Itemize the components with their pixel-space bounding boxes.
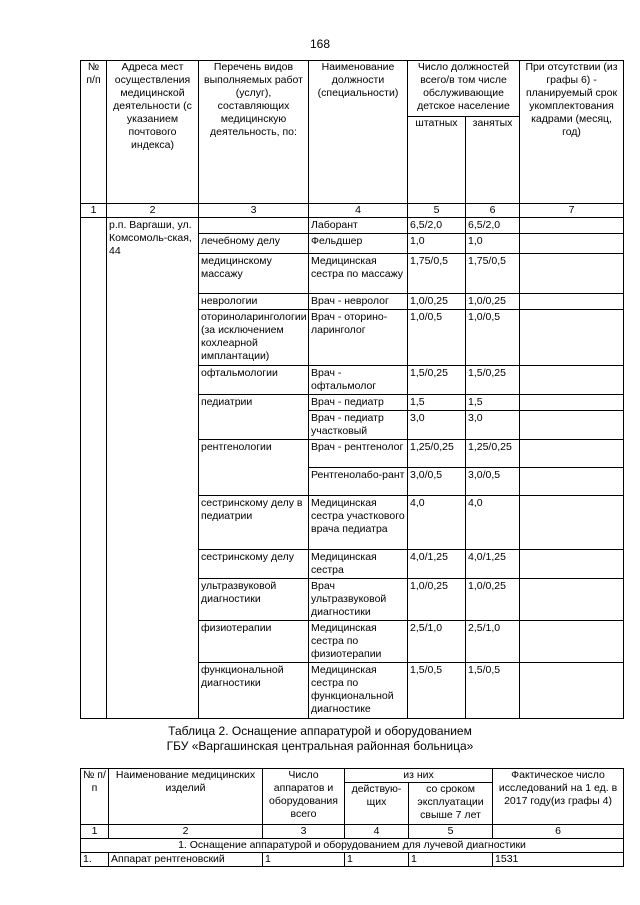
position-cell: Медицинская сестра [309, 550, 408, 579]
position-cell: Врач - невролог [309, 294, 408, 310]
staff-cell: 6,5/2,0 [408, 218, 466, 234]
occupied-cell: 1,0/0,25 [466, 579, 520, 621]
address-cell [81, 218, 107, 719]
position-cell: Врач - офтальмолог [309, 366, 408, 395]
header-name: Наименование медицинских изделий [109, 769, 263, 825]
col-number: 7 [520, 204, 624, 218]
header-plan: При отсутствии (из графы 6) - планируемый срок укомплектования кадрами (месяц, год) [520, 61, 624, 204]
position-cell: Медицинская сестра участкового врача педиатра [309, 496, 408, 550]
position-cell: Фельдшер [309, 234, 408, 254]
staff-cell: 1,0 [408, 234, 466, 254]
plan-cell [520, 366, 624, 395]
occupied-cell: 1,0 [466, 234, 520, 254]
header-address: Адреса мест осуществления медицинской деятельности (с указанием почтового индекса) [107, 61, 199, 204]
occupied-cell: 4,0 [466, 496, 520, 550]
col-number: 2 [107, 204, 199, 218]
service-cell: неврологии [199, 294, 309, 310]
header-occupied: занятых [466, 117, 520, 204]
staff-cell: 1,0/0,25 [408, 579, 466, 621]
col-number: 1 [81, 825, 109, 839]
num-cell: 1. [81, 853, 109, 867]
position-cell: Врач - педиатр [309, 395, 408, 411]
occupied-cell: 1,5 [466, 395, 520, 411]
plan-cell [520, 310, 624, 366]
plan-cell [520, 411, 624, 440]
occupied-cell: 2,5/1,0 [466, 621, 520, 663]
occupied-cell: 1,75/0,5 [466, 254, 520, 294]
address-cell: р.п. Варгаши, ул. Комсомоль-ская, 44 [107, 218, 199, 719]
occupied-cell: 3,0/0,5 [466, 468, 520, 496]
staff-cell: 1,0/0,5 [408, 310, 466, 366]
plan-cell [520, 663, 624, 719]
name-cell: Аппарат рентгеновский [109, 853, 263, 867]
service-cell [199, 218, 309, 234]
header-services: Перечень видов выполняемых работ (услуг), составляющих медицинскую деятельность, по: [199, 61, 309, 204]
plan-cell [520, 579, 624, 621]
col-number: 2 [109, 825, 263, 839]
staff-cell: 1,0/0,25 [408, 294, 466, 310]
plan-cell [520, 621, 624, 663]
staff-cell: 1,5/0,5 [408, 663, 466, 719]
header-of-them: из них [345, 769, 493, 783]
plan-cell [520, 496, 624, 550]
col-number: 5 [408, 204, 466, 218]
staff-cell: 4,0/1,25 [408, 550, 466, 579]
section-title: 1. Оснащение аппаратурой и оборудованием для лучевой диагностики [81, 839, 624, 853]
col-number: 1 [81, 204, 107, 218]
plan-cell [520, 234, 624, 254]
position-cell: Рентгенолабо-рант [309, 468, 408, 496]
header-staff: штатных [408, 117, 466, 204]
occupied-cell: 1,0/0,5 [466, 310, 520, 366]
plan-cell [520, 218, 624, 234]
equipment-table-caption [0, 724, 640, 754]
header-old: со сроком эксплуатации свыше 7 лет [409, 783, 493, 825]
header-actual: Фактическое число исследований на 1 ед. в 2017 году(из графы 4) [493, 769, 624, 825]
plan-cell [520, 550, 624, 579]
col-number: 4 [309, 204, 408, 218]
position-cell: Врач ультразвуковой диагностики [309, 579, 408, 621]
header-count-group: Число должностей всего/в том числе обслуживающие детское население [408, 61, 520, 117]
plan-cell [520, 294, 624, 310]
header-working: действую-щих [345, 783, 409, 825]
old-cell: 1 [409, 853, 493, 867]
col-number: 4 [345, 825, 409, 839]
position-cell: Врач - оторино-ларинголог [309, 310, 408, 366]
service-cell: оториноларингологии (за исключением кохлеарной имплантации) [199, 310, 309, 366]
staff-cell: 1,5 [408, 395, 466, 411]
service-cell: функциональной диагностики [199, 663, 309, 719]
staffing-table [80, 60, 624, 719]
position-cell: Медицинская сестра по физиотерапии [309, 621, 408, 663]
occupied-cell: 1,25/0,25 [466, 440, 520, 468]
occupied-cell: 3,0 [466, 411, 520, 440]
position-cell: Лаборант [309, 218, 408, 234]
service-cell: рентгенологии [199, 440, 309, 496]
occupied-cell: 4,0/1,25 [466, 550, 520, 579]
table-row [81, 218, 624, 234]
position-cell: Медицинская сестра по функциональной диагностике [309, 663, 408, 719]
staff-cell: 1,25/0,25 [408, 440, 466, 468]
service-cell: сестринскому делу [199, 550, 309, 579]
service-cell: сестринскому делу в педиатрии [199, 496, 309, 550]
service-cell: ультразвуковой диагностики [199, 579, 309, 621]
plan-cell [520, 395, 624, 411]
service-cell: педиатрии [199, 395, 309, 440]
actual-cell: 1531 [493, 853, 624, 867]
column-numbers-row [81, 825, 624, 839]
plan-cell [520, 440, 624, 468]
staff-cell: 3,0/0,5 [408, 468, 466, 496]
service-cell: медицинскому массажу [199, 254, 309, 294]
equipment-table [80, 768, 624, 867]
header-total: Число аппаратов и оборудования всего [263, 769, 345, 825]
position-cell: Врач - педиатр участковый [309, 411, 408, 440]
service-cell: офтальмологии [199, 366, 309, 395]
total-cell: 1 [263, 853, 345, 867]
page-number: 168 [309, 37, 331, 51]
header-position: Наименование должности (специальности) [309, 61, 408, 204]
col-number: 6 [466, 204, 520, 218]
occupied-cell: 6,5/2,0 [466, 218, 520, 234]
staff-cell: 3,0 [408, 411, 466, 440]
occupied-cell: 1,5/0,5 [466, 663, 520, 719]
staff-cell: 1,75/0,5 [408, 254, 466, 294]
staff-cell: 2,5/1,0 [408, 621, 466, 663]
plan-cell [520, 254, 624, 294]
occupied-cell: 1,0/0,25 [466, 294, 520, 310]
service-cell: физиотерапии [199, 621, 309, 663]
table-row [81, 853, 624, 867]
working-cell: 1 [345, 853, 409, 867]
col-number: 5 [409, 825, 493, 839]
caption-line: ГБУ «Варгашинская центральная районная больница» [166, 739, 474, 753]
plan-cell [520, 468, 624, 496]
header-num: № п/п [81, 61, 107, 204]
occupied-cell: 1,5/0,25 [466, 366, 520, 395]
col-number: 6 [493, 825, 624, 839]
caption-line: Таблица 2. Оснащение аппаратурой и оборудованием [168, 724, 472, 738]
col-number: 3 [199, 204, 309, 218]
position-cell: Врач - рентгенолог [309, 440, 408, 468]
service-cell: лечебному делу [199, 234, 309, 254]
position-cell: Медицинская сестра по массажу [309, 254, 408, 294]
staff-cell: 4,0 [408, 496, 466, 550]
column-numbers-row [81, 204, 624, 218]
header-num: № п/п [81, 769, 109, 825]
col-number: 3 [263, 825, 345, 839]
staff-cell: 1,5/0,25 [408, 366, 466, 395]
